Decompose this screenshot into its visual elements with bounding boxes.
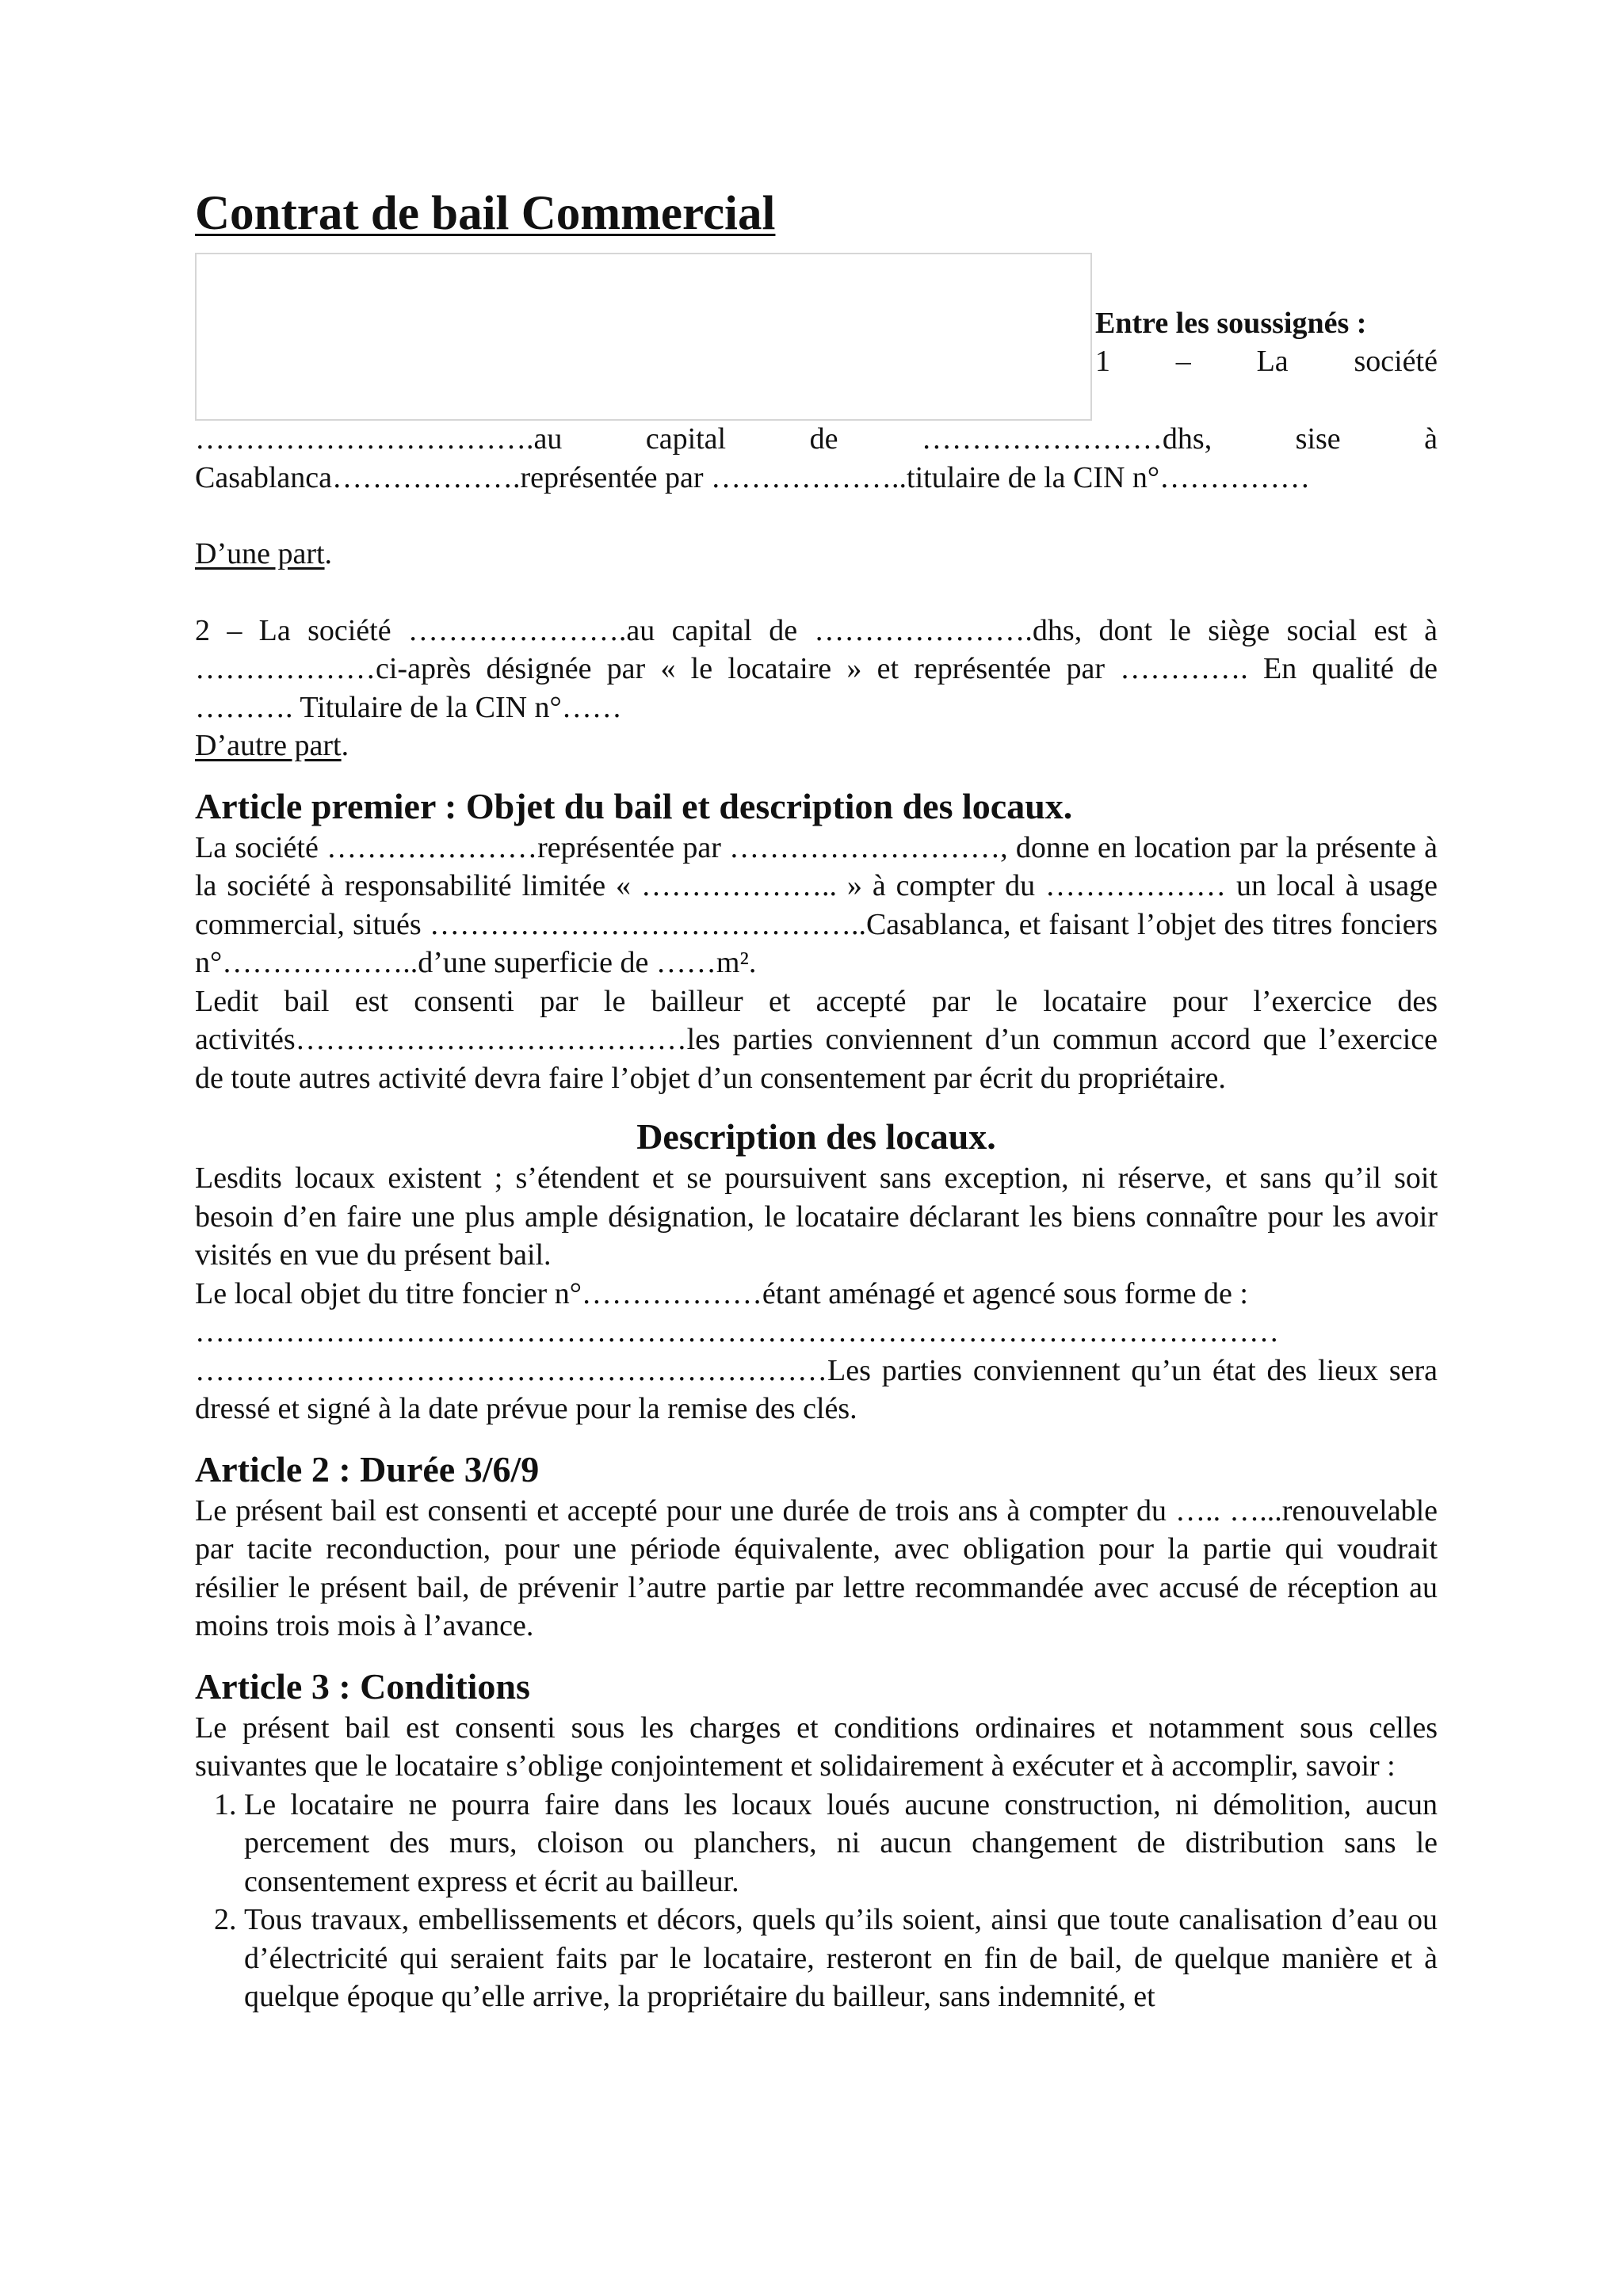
list-item: 2. Tous travaux, embellissements et décors, quels qu’ils soient, ainsi que toute canalisation d’eau ou d’électricité qui seraient faits par le locataire, resteront en fin de bail, de quelque manière et à quelque époque qu’elle arrive, la propriétaire du bailleur, sans indemnité, et bbox=[244, 1901, 1438, 2016]
article-2-heading: Article 2 : Durée 3/6/9 bbox=[195, 1448, 540, 1489]
dune-part-label: D’une part bbox=[195, 537, 325, 570]
parties-block bbox=[1095, 304, 1438, 380]
description-paragraph-1: Lesdits locaux existent ; s’étendent et se poursuivent sans exception, ni réserve, et sans qu’il soit besoin d’en faire une plus ample désignation, le locataire déclarant les biens connaître pour les avoir visités en vue du présent bail. bbox=[195, 1161, 1438, 1272]
dautre-part-label: D’autre part bbox=[195, 729, 342, 762]
list-item: 1. Le locataire ne pourra faire dans les locaux loués aucune construction, ni démolition, aucun percement des murs, cloison ou planchers, ni aucun changement de distribution sans le consentement express et écrit au bailleur. bbox=[244, 1786, 1438, 1901]
party-1-societe: société bbox=[1354, 345, 1438, 378]
article-2-paragraph: Le présent bail est consenti et accepté pour une durée de trois ans à compter du ….. …...renouvelable par tacite reconduction, pour une période équivalente, avec obligation pour la partie qui voudrait résilier le présent bail, de prévenir l’autre partie par lettre recommandée avec accusé de réception au moins trois mois à l’avance. bbox=[195, 1493, 1438, 1642]
article-1-paragraph-1: La société …………………représentée par ………………………, donne en location par la présente à la société à responsabilité limitée « ……………….. » à compter du ……………… un local à usage commercial, situés ……………………………………..Casablanca, et faisant l’objet des titres fonciers n°………………..d’une superficie de ……m². bbox=[195, 830, 1438, 979]
description-dotted-line: ……………………………………………………………………………………………… bbox=[195, 1315, 1279, 1348]
party-1-dash: – bbox=[1175, 345, 1191, 378]
description-paragraph-3: ………………………………………………………Les parties conviennent qu’un état des lieux sera dressé et signé à la date prévue pour la remise des clés. bbox=[195, 1353, 1438, 1425]
party-1-la: La bbox=[1256, 345, 1289, 378]
description-heading: Description des locaux. bbox=[636, 1116, 996, 1157]
dune-part-line: D’une part. bbox=[195, 537, 333, 570]
party-1-details: …………………………….au capital de ……………………dhs, sise à Casablanca……………….représentée par ………………..titulaire de la CIN n°…………… bbox=[195, 422, 1438, 494]
article-3-heading: Article 3 : Conditions bbox=[195, 1665, 530, 1707]
party-1-number: 1 bbox=[1095, 345, 1110, 378]
dautre-part-line: D’autre part. bbox=[195, 729, 349, 762]
party-2-details: 2 – La société ………………….au capital de ………………….dhs, dont le siège social est à ………………ci-après désignée par « le locataire » et représentée par …………. En qualité de ………. Titulaire de la CIN n°…… bbox=[195, 613, 1438, 724]
article-1-paragraph-2: Ledit bail est consenti par le bailleur et accepté par le locataire pour l’exercice des activités…………………………………les parties conviennent d’un commun accord que l’exercice de toute autres activité devra faire l’objet d’un consentement par écrit du propriétaire. bbox=[195, 984, 1438, 1095]
document-body bbox=[195, 420, 1438, 2016]
article-3-paragraph: Le présent bail est consenti sous les charges et conditions ordinaires et notamment sous celles suivantes que le locataire s’oblige conjointement et solidairement à exécuter et à accomplir, savoir : bbox=[195, 1711, 1438, 1783]
description-paragraph-2: Le local objet du titre foncier n°………………étant aménagé et agencé sous forme de : bbox=[195, 1276, 1248, 1310]
blank-logo-box bbox=[195, 253, 1092, 421]
parties-header: Entre les soussignés : bbox=[1095, 307, 1367, 340]
party-1-lead bbox=[1095, 342, 1438, 380]
conditions-list bbox=[195, 1786, 1438, 2016]
document-title: Contrat de bail Commercial bbox=[195, 187, 776, 240]
article-1-heading: Article premier : Objet du bail et description des locaux. bbox=[195, 785, 1073, 826]
